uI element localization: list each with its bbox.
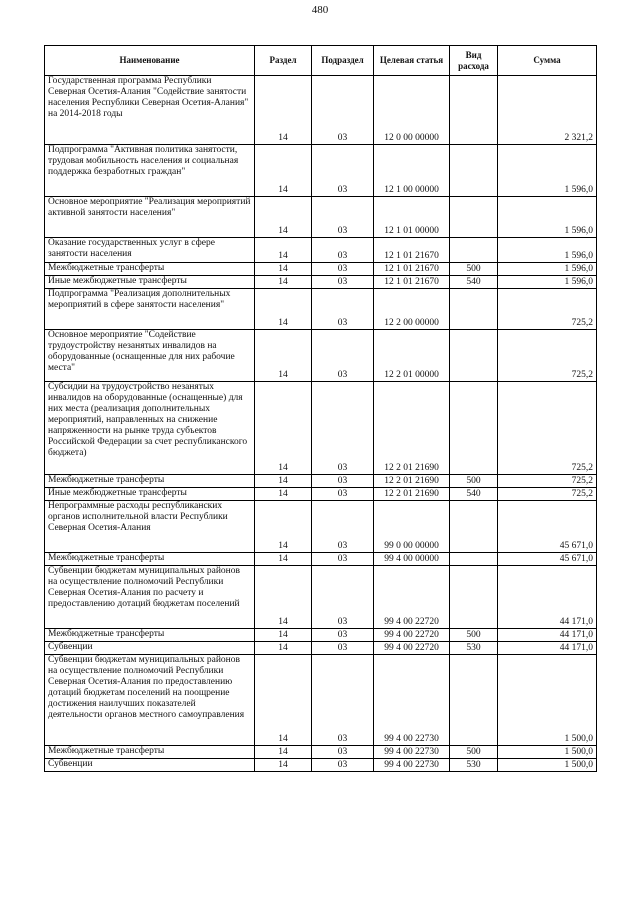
row-amount: 45 671,0 xyxy=(498,553,597,566)
row-subsection: 03 xyxy=(312,382,374,475)
row-section: 14 xyxy=(255,263,312,276)
row-subsection: 03 xyxy=(312,746,374,759)
budget-table xyxy=(44,45,597,772)
row-amount: 1 596,0 xyxy=(498,145,597,197)
row-expense-type: 500 xyxy=(450,263,498,276)
row-name: Оказание государственных услуг в сфере занятости населения xyxy=(45,238,255,263)
row-section: 14 xyxy=(255,501,312,553)
row-expense-type xyxy=(450,566,498,629)
row-subsection: 03 xyxy=(312,475,374,488)
row-amount: 2 321,2 xyxy=(498,76,597,145)
table-row xyxy=(45,330,597,382)
row-amount: 1 596,0 xyxy=(498,263,597,276)
row-subsection: 03 xyxy=(312,488,374,501)
row-target-item: 99 0 00 00000 xyxy=(374,501,450,553)
row-expense-type: 500 xyxy=(450,475,498,488)
row-name: Иные межбюджетные трансферты xyxy=(45,276,255,289)
table-header-row xyxy=(45,46,597,76)
row-amount: 45 671,0 xyxy=(498,501,597,553)
row-name: Субвенции бюджетам муниципальных районов на осуществление полномочий Республики Северная Осетия-Алания по предоставлению дотаций бюджетам поселений на поощрение достижения наилучших показателей деятельности органов местного самоуправления xyxy=(45,655,255,746)
row-subsection: 03 xyxy=(312,553,374,566)
row-subsection: 03 xyxy=(312,330,374,382)
row-amount: 1 500,0 xyxy=(498,759,597,772)
row-expense-type xyxy=(450,76,498,145)
row-target-item: 99 4 00 22730 xyxy=(374,655,450,746)
table-row xyxy=(45,238,597,263)
table-row xyxy=(45,501,597,553)
row-amount: 44 171,0 xyxy=(498,629,597,642)
row-name: Межбюджетные трансферты xyxy=(45,629,255,642)
row-target-item: 99 4 00 00000 xyxy=(374,553,450,566)
row-subsection: 03 xyxy=(312,629,374,642)
row-expense-type xyxy=(450,197,498,238)
row-section: 14 xyxy=(255,289,312,330)
row-section: 14 xyxy=(255,655,312,746)
table-row xyxy=(45,488,597,501)
row-amount: 44 171,0 xyxy=(498,642,597,655)
row-section: 14 xyxy=(255,488,312,501)
row-section: 14 xyxy=(255,330,312,382)
row-expense-type xyxy=(450,553,498,566)
row-name: Межбюджетные трансферты xyxy=(45,475,255,488)
row-target-item: 12 1 01 21670 xyxy=(374,238,450,263)
column-header-target-item: Целевая статья xyxy=(374,46,450,76)
row-expense-type xyxy=(450,145,498,197)
row-name: Субвенции xyxy=(45,642,255,655)
row-section: 14 xyxy=(255,475,312,488)
row-subsection: 03 xyxy=(312,145,374,197)
row-amount: 725,2 xyxy=(498,488,597,501)
row-target-item: 99 4 00 22720 xyxy=(374,629,450,642)
table-row xyxy=(45,655,597,746)
row-name: Подпрограмма "Активная политика занятости, трудовая мобильность населения и социальная поддержка безработных граждан" xyxy=(45,145,255,197)
column-header-subsection: Подраздел xyxy=(312,46,374,76)
row-section: 14 xyxy=(255,642,312,655)
row-expense-type: 540 xyxy=(450,488,498,501)
row-expense-type: 500 xyxy=(450,746,498,759)
row-expense-type xyxy=(450,289,498,330)
row-amount: 1 596,0 xyxy=(498,276,597,289)
row-expense-type xyxy=(450,501,498,553)
row-subsection: 03 xyxy=(312,566,374,629)
table-row xyxy=(45,382,597,475)
row-name: Субсидии на трудоустройство незанятых инвалидов на оборудованные (оснащенные) для них места (реализация дополнительных мероприятий, направленных на снижение напряженности на рынке труда субъектов Российской Федерации за счет республиканского бюджета) xyxy=(45,382,255,475)
table-row xyxy=(45,566,597,629)
row-section: 14 xyxy=(255,238,312,263)
row-amount: 725,2 xyxy=(498,289,597,330)
row-subsection: 03 xyxy=(312,263,374,276)
row-expense-type xyxy=(450,655,498,746)
table-row xyxy=(45,276,597,289)
row-amount: 44 171,0 xyxy=(498,566,597,629)
row-name: Межбюджетные трансферты xyxy=(45,746,255,759)
table-row xyxy=(45,289,597,330)
row-expense-type: 530 xyxy=(450,759,498,772)
row-target-item: 12 2 01 21690 xyxy=(374,475,450,488)
row-target-item: 12 2 01 00000 xyxy=(374,330,450,382)
row-target-item: 12 1 00 00000 xyxy=(374,145,450,197)
row-amount: 725,2 xyxy=(498,475,597,488)
table-row xyxy=(45,475,597,488)
row-subsection: 03 xyxy=(312,642,374,655)
row-name: Субвенции xyxy=(45,759,255,772)
row-amount: 1 500,0 xyxy=(498,746,597,759)
row-subsection: 03 xyxy=(312,289,374,330)
row-section: 14 xyxy=(255,197,312,238)
row-section: 14 xyxy=(255,553,312,566)
row-target-item: 12 2 00 00000 xyxy=(374,289,450,330)
row-amount: 725,2 xyxy=(498,382,597,475)
row-section: 14 xyxy=(255,145,312,197)
row-target-item: 12 1 01 00000 xyxy=(374,197,450,238)
row-target-item: 12 2 01 21690 xyxy=(374,488,450,501)
row-section: 14 xyxy=(255,746,312,759)
row-name: Межбюджетные трансферты xyxy=(45,553,255,566)
column-header-expense-type: Вид расхода xyxy=(450,46,498,76)
row-section: 14 xyxy=(255,566,312,629)
row-target-item: 12 1 01 21670 xyxy=(374,263,450,276)
row-target-item: 12 2 01 21690 xyxy=(374,382,450,475)
row-name: Основное мероприятие "Реализация мероприятий активной занятости населения" xyxy=(45,197,255,238)
row-section: 14 xyxy=(255,629,312,642)
row-target-item: 12 0 00 00000 xyxy=(374,76,450,145)
row-target-item: 99 4 00 22720 xyxy=(374,642,450,655)
row-expense-type: 540 xyxy=(450,276,498,289)
column-header-amount: Сумма xyxy=(498,46,597,76)
column-header-section: Раздел xyxy=(255,46,312,76)
row-target-item: 99 4 00 22720 xyxy=(374,566,450,629)
row-subsection: 03 xyxy=(312,76,374,145)
row-subsection: 03 xyxy=(312,655,374,746)
table-row xyxy=(45,746,597,759)
page-number: 480 xyxy=(311,4,329,16)
row-amount: 1 596,0 xyxy=(498,197,597,238)
row-subsection: 03 xyxy=(312,197,374,238)
row-expense-type: 500 xyxy=(450,629,498,642)
row-target-item: 99 4 00 22730 xyxy=(374,746,450,759)
row-expense-type: 530 xyxy=(450,642,498,655)
row-expense-type xyxy=(450,330,498,382)
table-row xyxy=(45,263,597,276)
row-subsection: 03 xyxy=(312,276,374,289)
row-subsection: 03 xyxy=(312,238,374,263)
row-name: Непрограммные расходы республиканских органов исполнительной власти Республики Северная Осетия-Алания xyxy=(45,501,255,553)
row-name: Иные межбюджетные трансферты xyxy=(45,488,255,501)
column-header-name: Наименование xyxy=(45,46,255,76)
row-name: Государственная программа Республики Северная Осетия-Алания "Содействие занятости населения Республики Северная Осетия-Алания" на 2014-2018 годы xyxy=(45,76,255,145)
table-row xyxy=(45,642,597,655)
row-target-item: 12 1 01 21670 xyxy=(374,276,450,289)
row-subsection: 03 xyxy=(312,759,374,772)
row-section: 14 xyxy=(255,382,312,475)
table-row xyxy=(45,759,597,772)
row-section: 14 xyxy=(255,76,312,145)
row-name: Основное мероприятие "Содействие трудоустройству незанятых инвалидов на оборудованные (оснащенные для них рабочие места" xyxy=(45,330,255,382)
table-row xyxy=(45,629,597,642)
table-row xyxy=(45,76,597,145)
row-expense-type xyxy=(450,238,498,263)
row-name: Межбюджетные трансферты xyxy=(45,263,255,276)
row-name: Субвенции бюджетам муниципальных районов на осуществление полномочий Республики Северная Осетия-Алания по расчету и предоставлению дотаций бюджетам поселений xyxy=(45,566,255,629)
row-amount: 1 596,0 xyxy=(498,238,597,263)
row-amount: 725,2 xyxy=(498,330,597,382)
table-row xyxy=(45,553,597,566)
row-section: 14 xyxy=(255,759,312,772)
row-name: Подпрограмма "Реализация дополнительных мероприятий в сфере занятости населения" xyxy=(45,289,255,330)
table-row xyxy=(45,197,597,238)
row-expense-type xyxy=(450,382,498,475)
row-subsection: 03 xyxy=(312,501,374,553)
row-section: 14 xyxy=(255,276,312,289)
table-row xyxy=(45,145,597,197)
row-amount: 1 500,0 xyxy=(498,655,597,746)
row-target-item: 99 4 00 22730 xyxy=(374,759,450,772)
